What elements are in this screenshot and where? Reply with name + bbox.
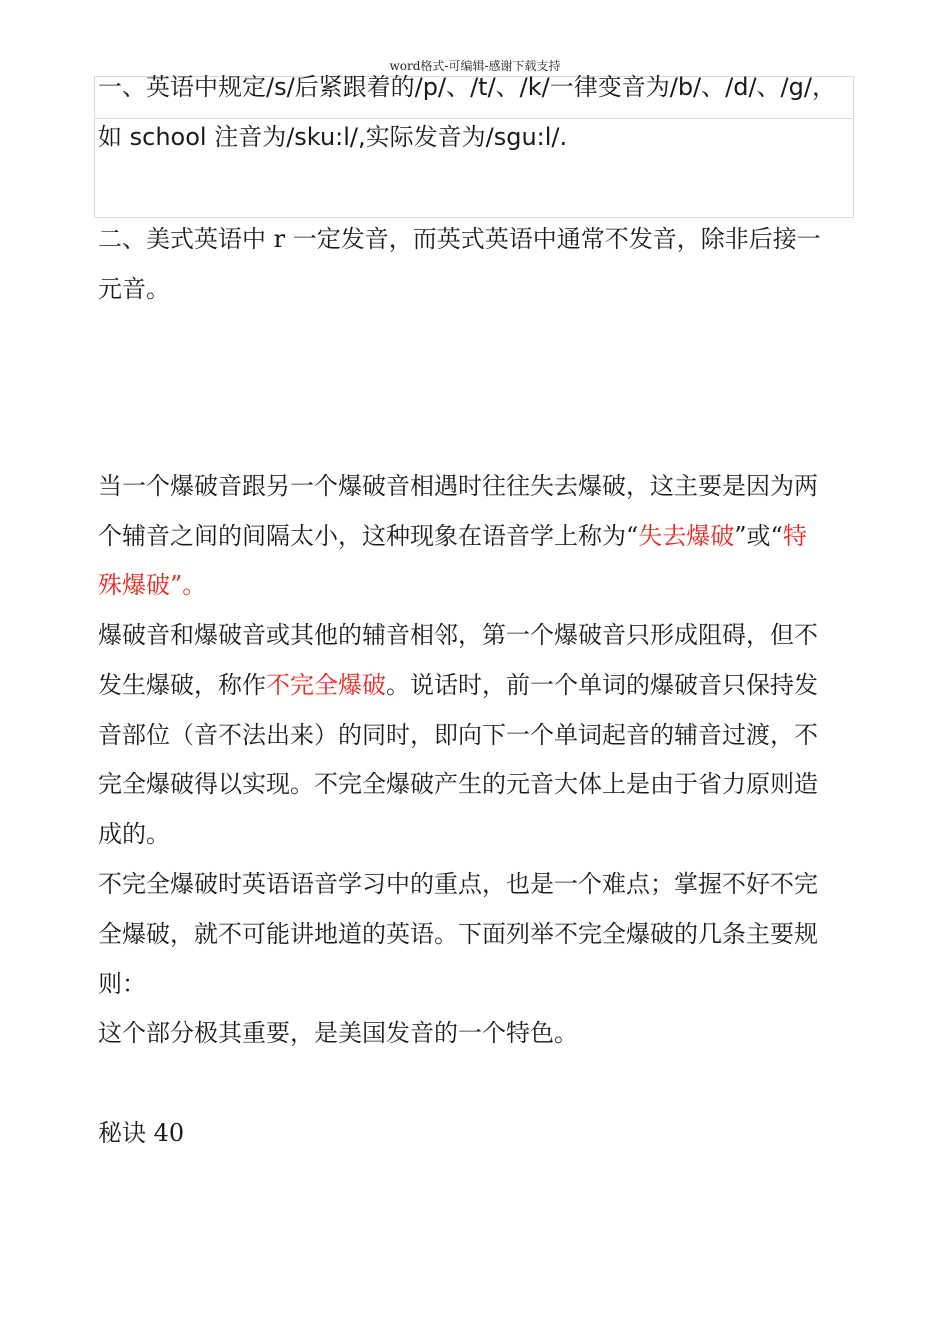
para2-line2: [98, 670, 818, 700]
para3-line3: 则：: [98, 970, 146, 998]
para2-line1: 爆破音和爆破音或其他的辅音相邻，第一个爆破音只形成阻碍，但不: [98, 621, 818, 649]
para1-line3-highlight: 殊爆破”。: [98, 571, 207, 599]
para2-highlight-incomplete-plosion: 不完全爆破: [266, 671, 386, 699]
para2-line5: 成的。: [98, 820, 170, 848]
secret-heading: 秘诀 40: [98, 1119, 185, 1147]
page-header: word格式-可编辑-感谢下载支持: [389, 59, 561, 73]
rule1-line1: 一、英语中规定/s/后紧跟着的/p/、/t/、/k/一律变音为/b/、/d/、/g/，: [98, 73, 836, 101]
para1-line2-text-b: ”或“: [734, 522, 783, 550]
para3-line1: 不完全爆破时英语语音学习中的重点，也是一个难点；掌握不好不完: [98, 870, 818, 898]
rule-table-divider: [94, 118, 854, 119]
para2-line3: 音部位（音不法出来）的同时，即向下一个单词起音的辅音过渡，不: [98, 721, 818, 749]
para3-line2: 全爆破，就不可能讲地道的英语。下面列举不完全爆破的几条主要规: [98, 920, 818, 948]
rule2-line2: 元音。: [98, 275, 170, 303]
para1-highlight-special-start: 特: [782, 522, 807, 550]
rule1-line2: 如 school 注音为/sku:l/,实际发音为/sgu:l/.: [98, 123, 568, 151]
para1-line1: 当一个爆破音跟另一个爆破音相遇时往往失去爆破，这主要是因为两: [98, 472, 818, 500]
para1-line2: [98, 521, 807, 551]
para2-line2-text-a: 发生爆破，称作: [98, 671, 266, 699]
para2-line2-text-b: 。说话时，前一个单词的爆破音只保持发: [386, 671, 818, 699]
para2-line4: 完全爆破得以实现。不完全爆破产生的元音大体上是由于省力原则造: [98, 770, 818, 798]
rule2-line1: 二、美式英语中 r 一定发音，而英式英语中通常不发音，除非后接一: [98, 225, 821, 253]
para4-line: 这个部分极其重要，是美国发音的一个特色。: [98, 1019, 578, 1047]
para1-highlight-lost-plosion: 失去爆破: [638, 522, 735, 550]
para1-line2-text-a: 个辅音之间的间隔太小，这种现象在语音学上称为“: [98, 522, 639, 550]
